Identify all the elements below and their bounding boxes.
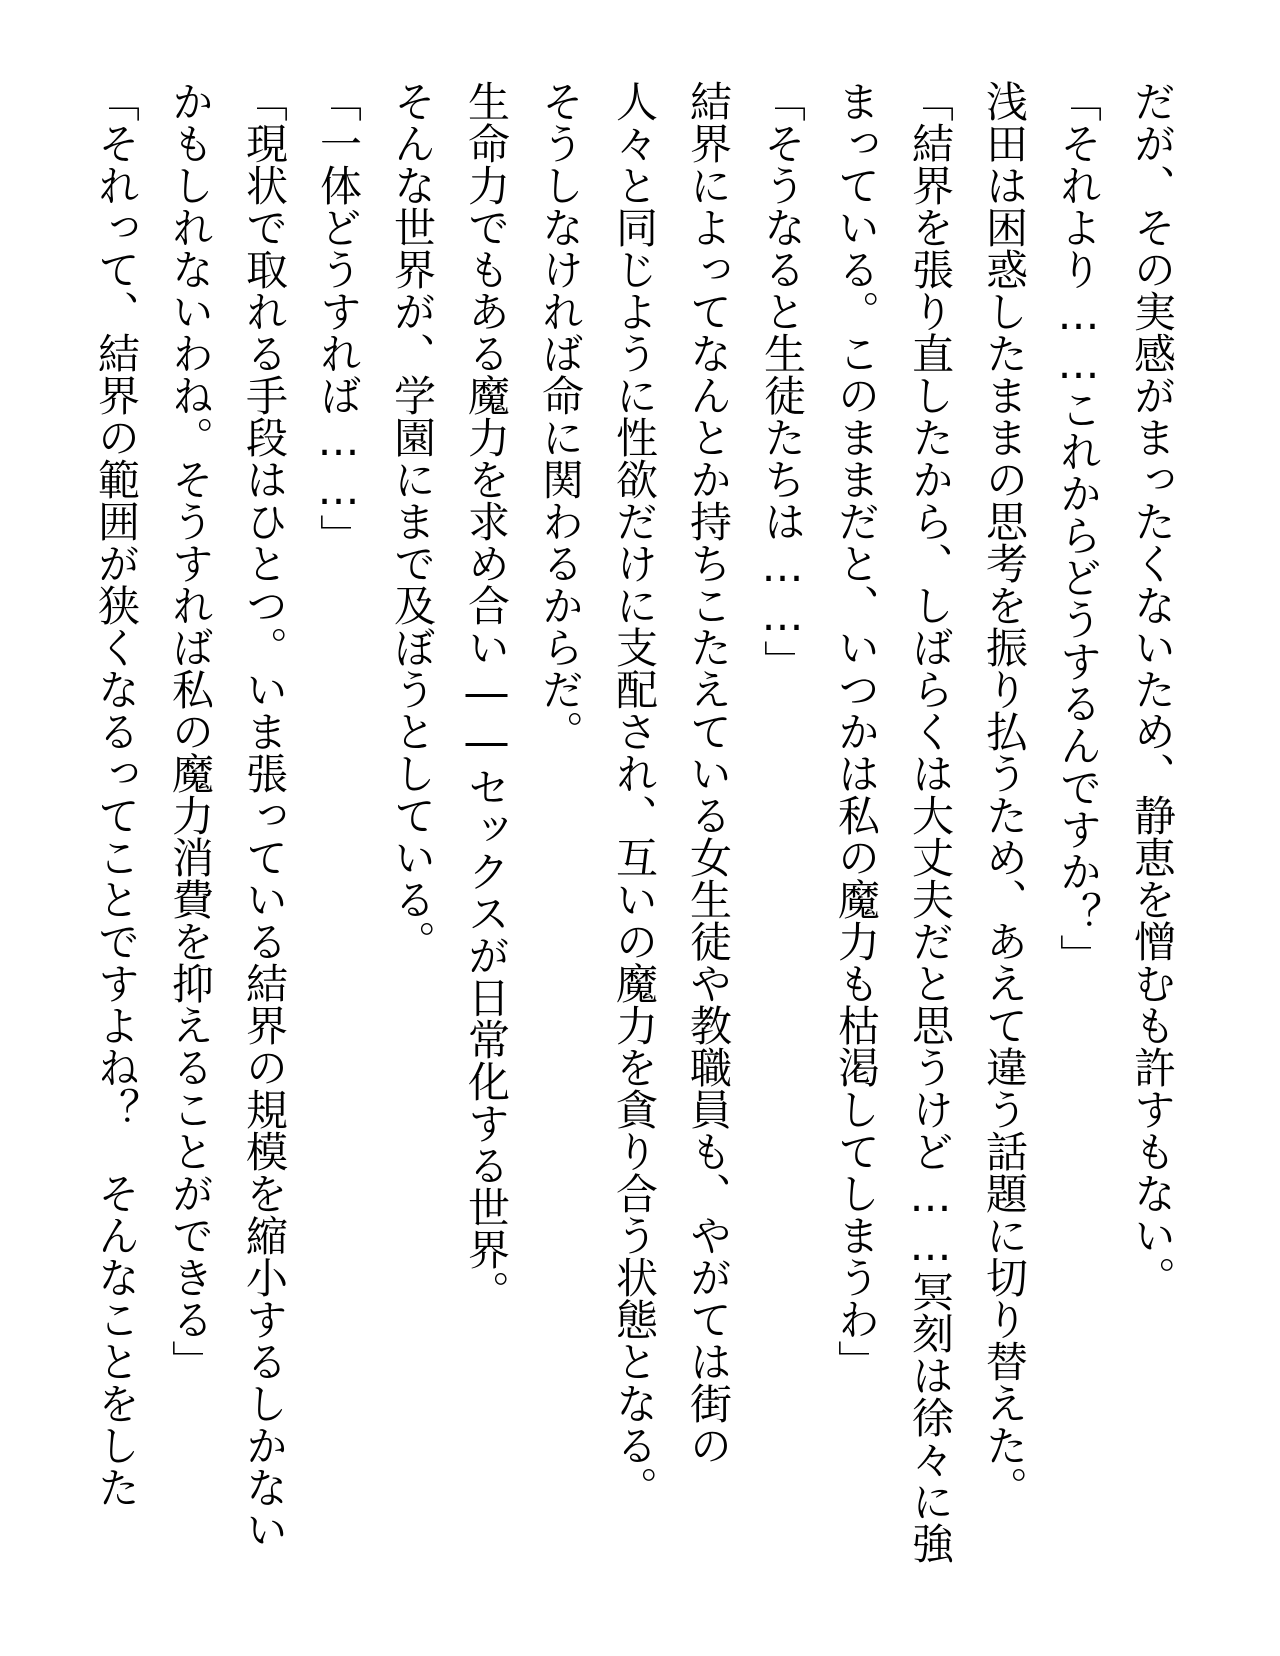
text-column: 人々と同じように性欲だけに支配され、互いの魔力を貪り合う状態となる。 xyxy=(610,80,659,1508)
text-column: そうしなければ命に関わるからだ。 xyxy=(536,80,585,752)
text-column: 「それって、結界の範囲が狭くなるってことですよね？ そんなことをした xyxy=(92,80,141,1508)
text-column: 「結界を張り直したから、しばらくは大丈夫だと思うけど……冥刻は徐々に強 xyxy=(906,80,955,1564)
text-column: だが、その実感がまったくないため、静恵を憎むも許すもない。 xyxy=(1128,80,1177,1298)
text-column: そんな世界が、学園にまで及ぼうとしている。 xyxy=(388,80,437,962)
text-column: まっている。このままだと、いつかは私の魔力も枯渇してしまうわ」 xyxy=(832,80,881,1382)
text-column: 「現状で取れる手段はひとつ。いま張っている結界の規模を縮小するしかない xyxy=(240,80,289,1550)
text-column: 「それより……これからどうするんですか？」 xyxy=(1054,80,1103,976)
text-column: かもしれないわね。そうすれば私の魔力消費を抑えることができる」 xyxy=(166,80,215,1382)
text-column: 生命力でもある魔力を求め合い――セックスが日常化する世界。 xyxy=(462,80,511,1312)
text-column: 結界によってなんとか持ちこたえている女生徒や教職員も、やがては街の xyxy=(684,80,733,1466)
text-column: 浅田は困惑したままの思考を振り払うため、あえて違う話題に切り替えた。 xyxy=(980,80,1029,1508)
text-column: 「一体どうすれば……」 xyxy=(314,80,363,556)
text-column: 「そうなると生徒たちは……」 xyxy=(758,80,807,682)
